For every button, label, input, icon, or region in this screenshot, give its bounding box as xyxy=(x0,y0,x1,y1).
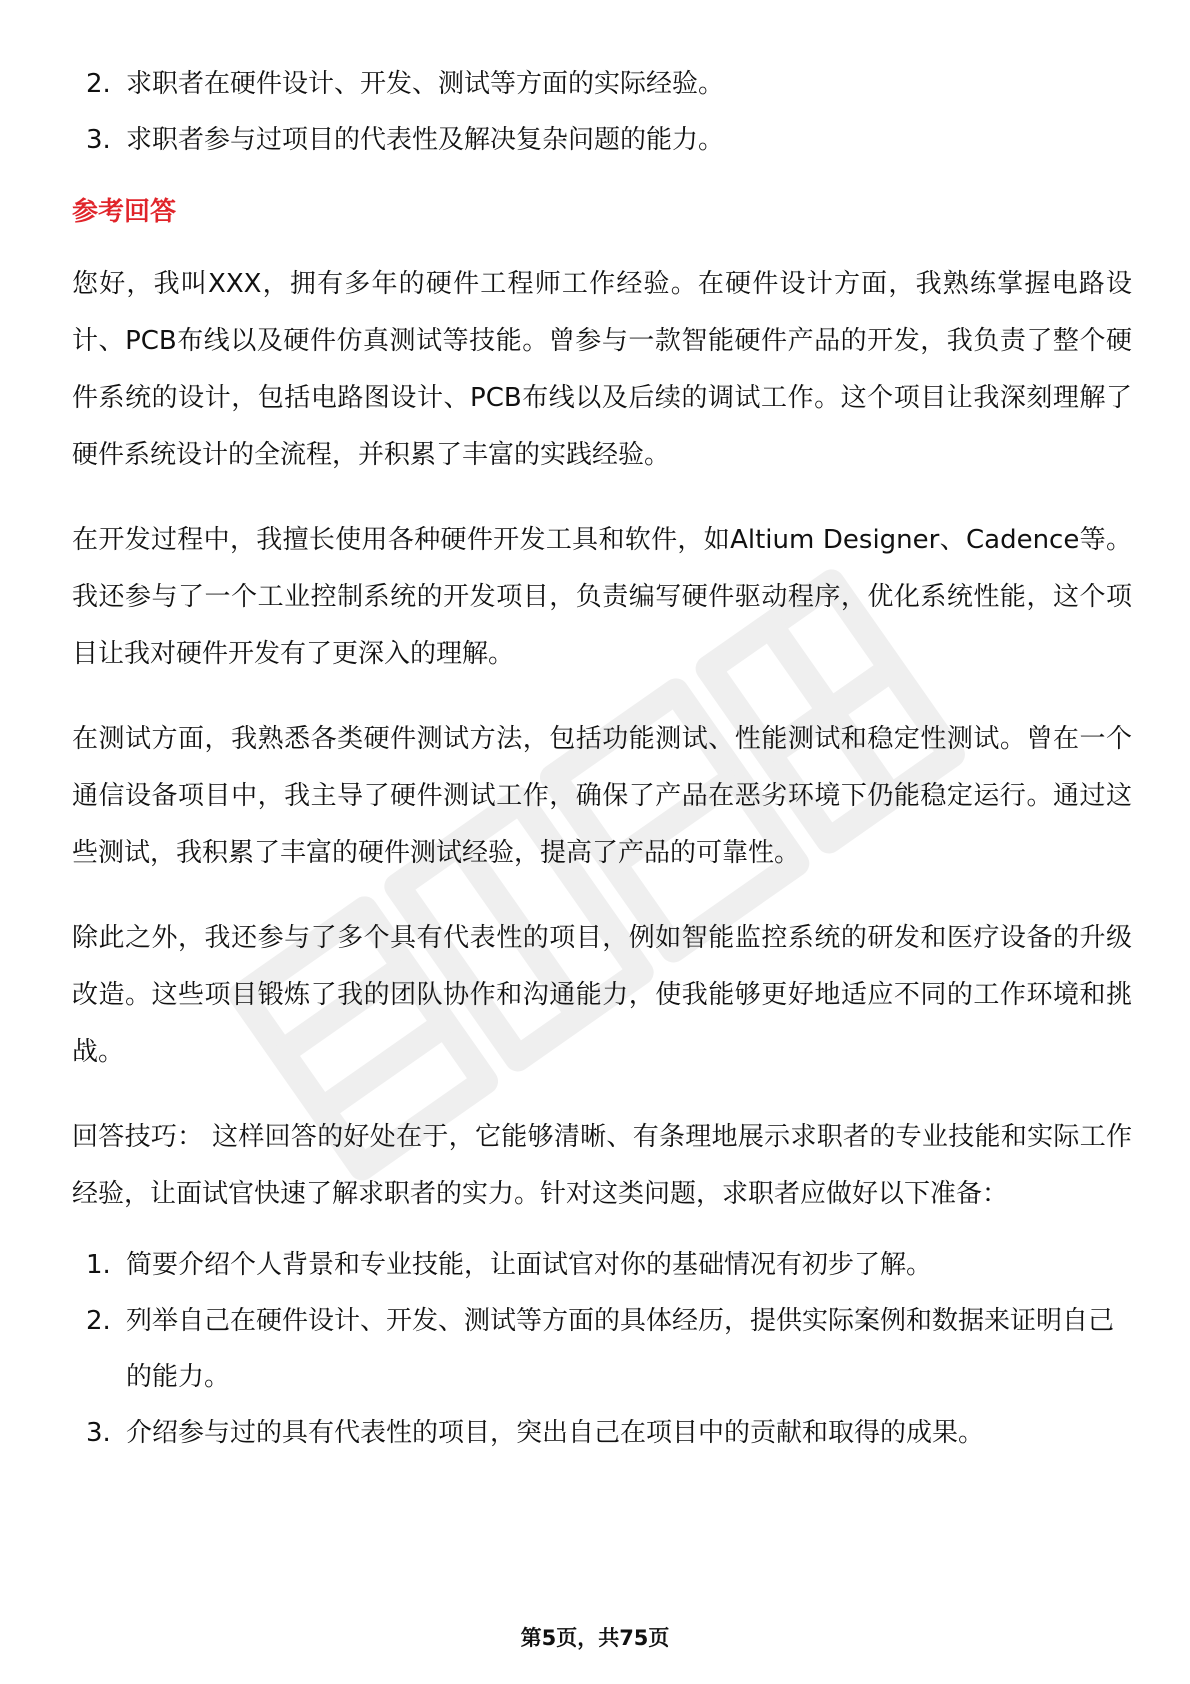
list-text: 求职者参与过项目的代表性及解决复杂问题的能力。 xyxy=(126,125,725,155)
page-number-footer: 第5页，共75页 xyxy=(520,1626,670,1650)
paragraph-development: 在开发过程中，我擅长使用各种硬件开发工具和软件，如Altium Designer、Cadence等。我还参与了一个工业控制系统的开发项目，负责编写硬件驱动程序，优化系统性能，这个项目让我对硬件开发有了更深入的理解。 xyxy=(72,525,1132,669)
list-number: 2. xyxy=(86,69,111,99)
list-number: 1. xyxy=(86,1250,111,1280)
list-item xyxy=(72,112,1132,168)
top-list xyxy=(72,56,1132,168)
list-item xyxy=(72,56,1132,112)
list-number: 3. xyxy=(86,125,111,155)
paragraph-testing: 在测试方面，我熟悉各类硬件测试方法，包括功能测试、性能测试和稳定性测试。曾在一个通信设备项目中，我主导了硬件测试工作，确保了产品在恶劣环境下仍能稳定运行。通过这些测试，我积累了丰富的硬件测试经验，提高了产品的可靠性。 xyxy=(72,724,1132,868)
list-number: 2. xyxy=(86,1306,111,1336)
tips-list xyxy=(72,1237,1132,1461)
list-item xyxy=(72,1405,1132,1461)
paragraph-projects: 除此之外，我还参与了多个具有代表性的项目，例如智能监控系统的研发和医疗设备的升级改造。这些项目锻炼了我的团队协作和沟通能力，使我能够更好地适应不同的工作环境和挑战。 xyxy=(72,923,1132,1067)
answer-heading: 参考回答 xyxy=(72,197,177,227)
paragraph-design: 您好，我叫XXX，拥有多年的硬件工程师工作经验。在硬件设计方面，我熟练掌握电路设计、PCB布线以及硬件仿真测试等技能。曾参与一款智能硬件产品的开发，我负责了整个硬件系统的设计，包括电路图设计、PCB布线以及后续的调试工作。这个项目让我深刻理解了硬件系统设计的全流程，并积累了丰富的实践经验。 xyxy=(72,269,1132,470)
content-area xyxy=(72,56,1132,1461)
list-text: 求职者在硬件设计、开发、测试等方面的实际经验。 xyxy=(126,69,725,99)
list-text: 介绍参与过的具有代表性的项目，突出自己在项目中的贡献和取得的成果。 xyxy=(126,1418,985,1448)
list-text: 简要介绍个人背景和专业技能，让面试官对你的基础情况有初步了解。 xyxy=(126,1250,933,1280)
list-item xyxy=(72,1237,1132,1293)
tips-paragraph: 回答技巧： 这样回答的好处在于，它能够清晰、有条理地展示求职者的专业技能和实际工作经验，让面试官快速了解求职者的实力。针对这类问题，求职者应做好以下准备： xyxy=(72,1122,1132,1209)
list-item xyxy=(72,1293,1132,1405)
list-number: 3. xyxy=(86,1418,111,1448)
list-text: 列举自己在硬件设计、开发、测试等方面的具体经历，提供实际案例和数据来证明自己的能力。 xyxy=(126,1306,1115,1392)
